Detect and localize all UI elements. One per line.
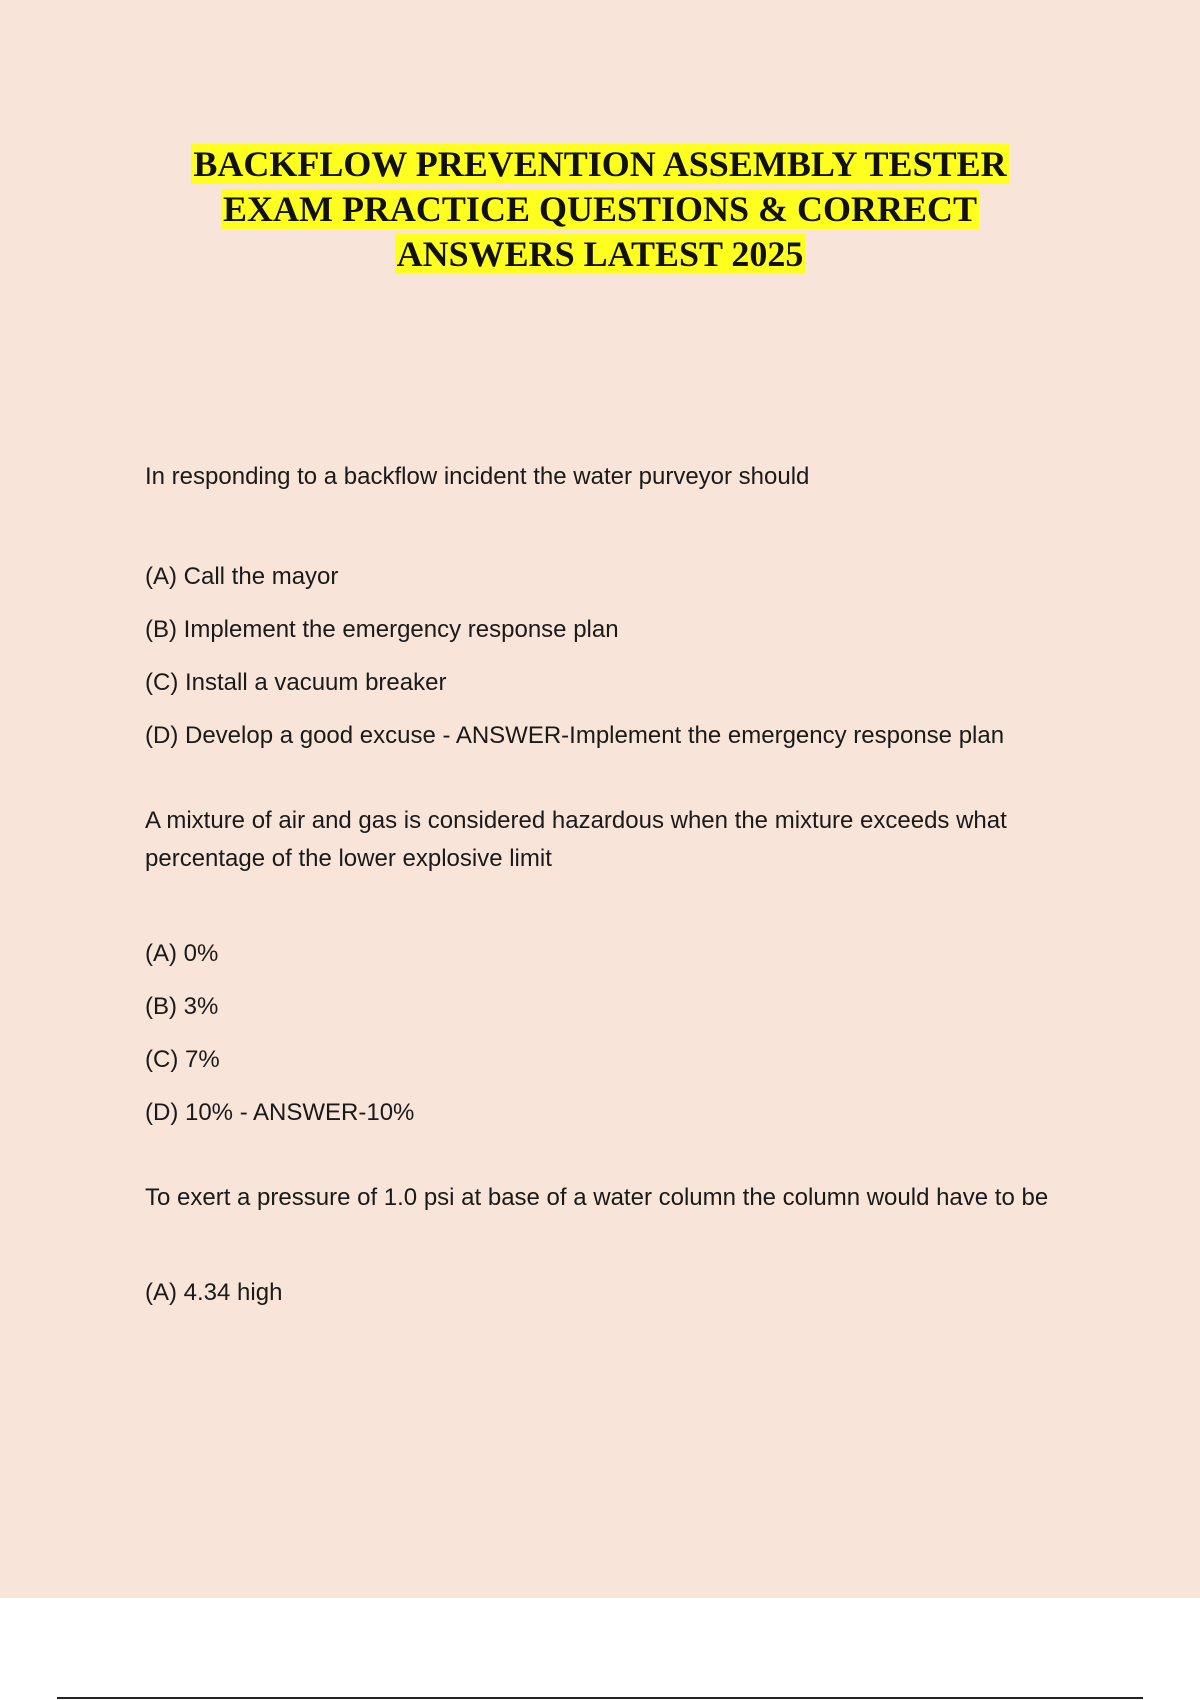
answer-option: (B) Implement the emergency response plan	[145, 616, 619, 643]
question-text: In responding to a backflow incident the water purveyor should	[145, 463, 810, 490]
question-block-2	[145, 802, 1105, 1129]
answer-option: (D) Develop a good excuse - ANSWER-Implement the emergency response plan	[145, 722, 1005, 749]
question-text: To exert a pressure of 1.0 psi at base of a water column the column would have to be	[145, 1184, 1049, 1211]
document-title	[100, 142, 1100, 277]
answer-option: (B) 3%	[145, 993, 219, 1020]
answer-option: (C) 7%	[145, 1046, 220, 1073]
answer-option: (A) 4.34 high	[145, 1279, 283, 1306]
answer-options	[145, 1277, 1105, 1309]
answer-option: (A) Call the mayor	[145, 563, 339, 590]
footer-divider	[57, 1697, 1143, 1699]
answer-options	[145, 938, 1105, 1129]
title-line: BACKFLOW PREVENTION ASSEMBLY TESTER	[193, 144, 1007, 184]
answer-option: (D) 10% - ANSWER-10%	[145, 1099, 415, 1126]
questions-content	[145, 458, 1105, 1330]
question-block-1	[145, 458, 1105, 752]
title-line: ANSWERS LATEST 2025	[396, 234, 804, 274]
answer-options	[145, 561, 1105, 752]
answer-option: (C) Install a vacuum breaker	[145, 669, 447, 696]
title-line: EXAM PRACTICE QUESTIONS & CORRECT	[222, 189, 978, 229]
question-text: A mixture of air and gas is considered hazardous when the mixture exceeds what percentage of the lower explosive limit	[145, 807, 1007, 872]
question-block-3	[145, 1179, 1105, 1309]
answer-option: (A) 0%	[145, 940, 219, 967]
